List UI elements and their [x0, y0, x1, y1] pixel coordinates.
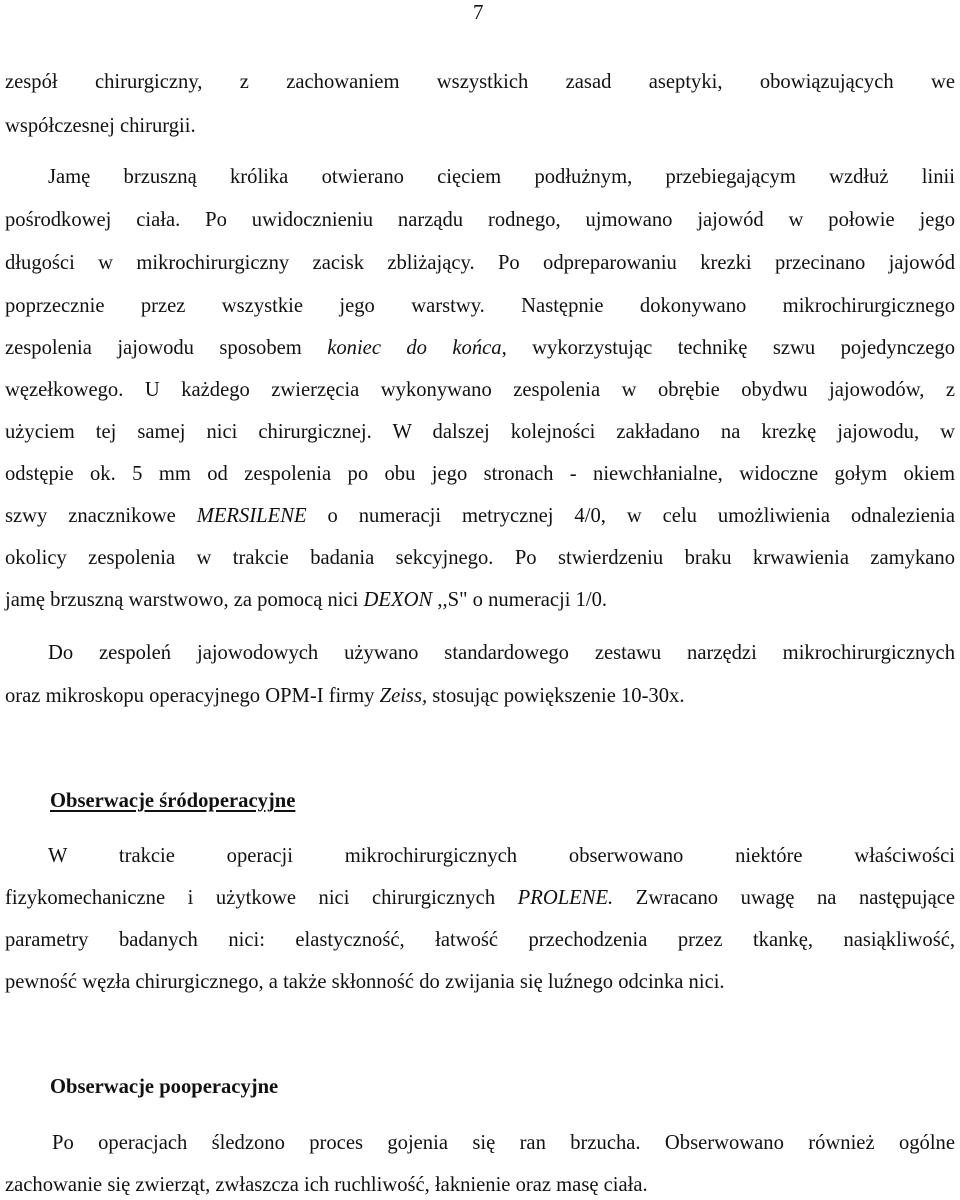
paragraph-line: okolicy zespolenia w trakcie badania sekcyjnego. Po stwierdzeniu braku krwawienia zamykano: [5, 547, 955, 569]
italic-term: MERSILENE: [196, 505, 307, 527]
paragraph-line: współczesnej chirurgii.: [5, 115, 196, 137]
paragraph-line: [5, 335, 955, 361]
paragraph-line: użyciem tej samej nici chirurgicznej. W dalszej kolejności zakładano na krezkę jajowodu, w: [5, 421, 955, 443]
paragraph-line: Jamę brzuszną królika otwierano cięciem podłużnym, przebiegającym wzdłuż linii: [48, 166, 955, 188]
paragraph-line: Do zespoleń jajowodowych używano standardowego zestawu narzędzi mikrochirurgicznych: [48, 642, 955, 664]
text-run: o numeracji metrycznej 4/0, w celu umożliwienia odnalezienia: [306, 505, 955, 527]
paragraph-line: Po operacjach śledzono proces gojenia się ran brzucha. Obserwowano również ogólne: [52, 1132, 955, 1154]
section-heading: Obserwacje śródoperacyjne: [50, 790, 296, 812]
paragraph-line: zespół chirurgiczny, z zachowaniem wszystkich zasad aseptyki, obowiązujących we: [5, 71, 955, 93]
paragraph-line: pewność węzła chirurgicznego, a także skłonność do zwijania się luźnego odcinka nici.: [5, 971, 725, 993]
italic-term: DEXON: [363, 589, 433, 611]
text-run: ,,S" o numeracji 1/0.: [432, 589, 608, 611]
text-run: szwy znacznikowe: [5, 505, 197, 527]
page-number: 7: [473, 0, 484, 24]
text-run: fizykomechaniczne i użytkowe nici chirurgicznych: [5, 887, 518, 909]
paragraph-line: zachowanie się zwierząt, zwłaszcza ich ruchliwość, łaknienie oraz masę ciała.: [5, 1174, 648, 1196]
paragraph-line: odstępie ok. 5 mm od zespolenia po obu jego stronach - niewchłanialne, widoczne gołym okiem: [5, 463, 955, 485]
text-run: stosując powiększenie 10-30x.: [427, 685, 685, 707]
paragraph-line: węzełkowego. U każdego zwierzęcia wykonywano zespolenia w obrębie obydwu jajowodów, z: [5, 379, 955, 401]
section-heading: Obserwacje pooperacyjne: [50, 1076, 279, 1098]
text-run: jamę brzuszną warstwowo, za pomocą nici: [5, 589, 364, 611]
paragraph-line: W trakcie operacji mikrochirurgicznych obserwowano niektóre właściwości: [48, 845, 955, 867]
text-run: zespolenia jajowodu sposobem: [5, 337, 328, 359]
paragraph-line: [5, 587, 955, 613]
paragraph-line: [5, 885, 955, 911]
italic-term: koniec do końca: [327, 337, 502, 359]
text-run: oraz mikroskopu operacyjnego OPM-I firmy: [5, 685, 380, 707]
paragraph-line: [5, 503, 955, 529]
text-run: , wykorzystując technikę szwu pojedynczego: [501, 337, 955, 359]
paragraph-line: [5, 683, 955, 709]
italic-term: Zeiss,: [379, 685, 428, 707]
italic-term: PROLENE.: [517, 887, 614, 909]
paragraph-line: parametry badanych nici: elastyczność, łatwość przechodzenia przez tkankę, nasiąkliwość,: [5, 929, 955, 951]
paragraph-line: długości w mikrochirurgiczny zacisk zbliżający. Po odpreparowaniu krezki przecinano jajowód: [5, 252, 955, 274]
paragraph-line: poprzecznie przez wszystkie jego warstwy. Następnie dokonywano mikrochirurgicznego: [5, 295, 955, 317]
text-run: Zwracano uwagę na następujące: [613, 887, 955, 909]
paragraph-line: pośrodkowej ciała. Po uwidocznieniu narządu rodnego, ujmowano jajowód w połowie jego: [5, 209, 955, 231]
